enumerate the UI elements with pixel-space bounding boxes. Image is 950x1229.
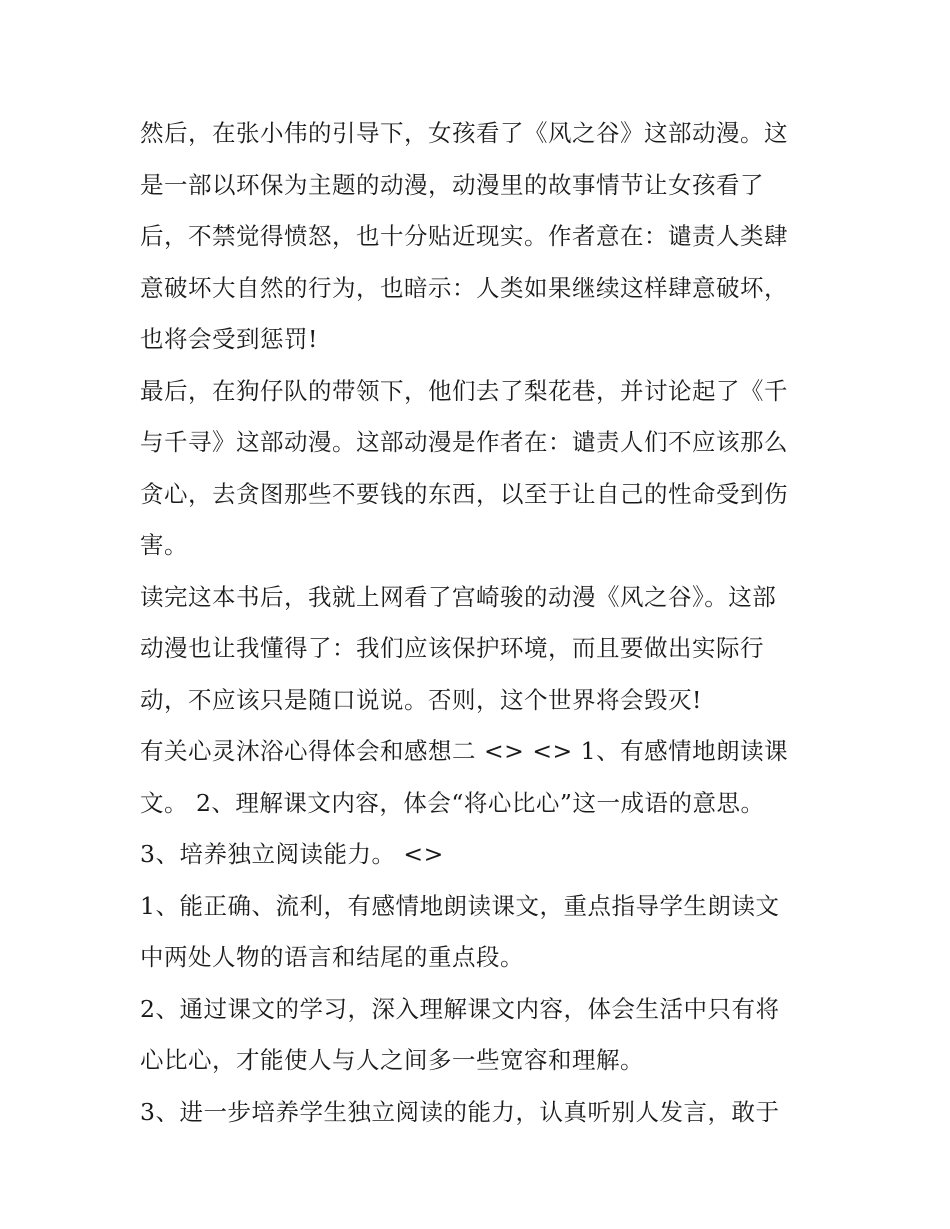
text-line: 中两处人物的语言和结尾的重点段。 [140, 943, 524, 971]
text-line: 与千寻》这部动漫。这部动漫是作者在：谴责人们不应该那么 [140, 428, 788, 456]
text-line: 也将会受到惩罚! [140, 325, 318, 353]
text-line: 1、能正确、流利，有感情地朗读课文，重点指导学生朗读文 [140, 891, 780, 920]
text-line: 后，不禁觉得愤怒，也十分贴近现实。作者意在：谴责人类肆 [140, 222, 788, 250]
text-line: 意破坏大自然的行为，也暗示：人类如果继续这样肆意破坏， [140, 273, 788, 302]
text-line: 是一部以环保为主题的动漫，动漫里的故事情节让女孩看了 [140, 170, 764, 199]
text-line: 有关心灵沐浴心得体会和感想二 <> <> 1、有感情地朗读课 [140, 737, 789, 765]
text-line: 然后，在张小伟的引导下，女孩看了《风之谷》这部动漫。这 [140, 119, 788, 147]
text-line: 3、进一步培养学生独立阅读的能力，认真听别人发言，敢于 [140, 1097, 780, 1126]
document-body [140, 108, 820, 1138]
text-line: 2、通过课文的学习，深入理解课文内容，体会生活中只有将 [140, 994, 780, 1023]
text-line: 动，不应该只是随口说说。否则，这个世界将会毁灭! [140, 685, 702, 714]
text-line: 贪心，去贪图那些不要钱的东西，以至于让自己的性命受到伤 [140, 479, 788, 508]
text-line: 心比心，才能使人与人之间多一些宽容和理解。 [140, 1046, 644, 1074]
text-line: 文。 2、理解课文内容，体会“将心比心”这一成语的意思。 [140, 788, 765, 817]
text-line: 动漫也让我懂得了：我们应该保护环境，而且要做出实际行 [140, 634, 764, 662]
text-line: 读完这本书后，我就上网看了宫崎骏的动漫《风之谷》。这部 [140, 582, 777, 611]
text-line: 最后，在狗仔队的带领下，他们去了梨花巷，并讨论起了《千 [140, 376, 788, 405]
text-line: 3、培养独立阅读能力。 <> [140, 840, 444, 868]
text-line: 害。 [140, 531, 188, 559]
